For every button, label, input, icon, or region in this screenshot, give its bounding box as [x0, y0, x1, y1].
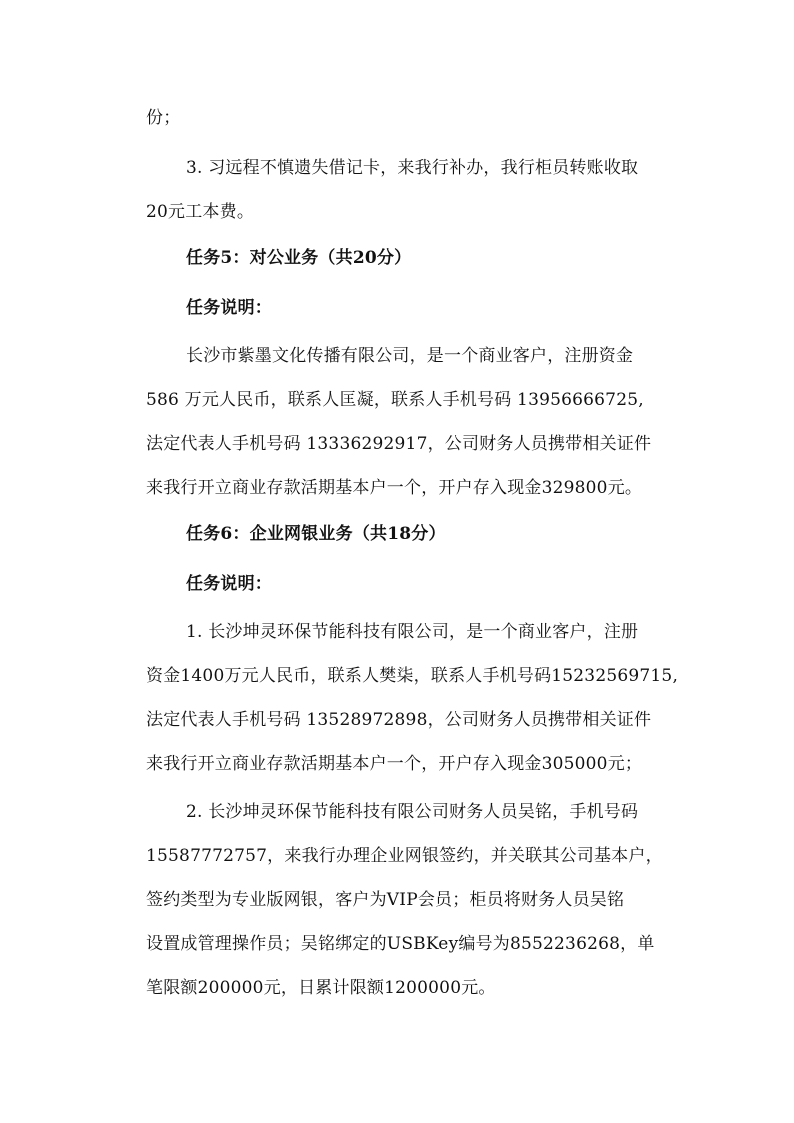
task-5-paragraph-line-3: 法定代表人手机号码 13336292917，公司财务人员携带相关证件	[146, 434, 652, 454]
task-6-heading: 任务6：企业网银业务（共18分）	[186, 524, 446, 544]
task-6-item-1-line-1: 1. 长沙坤灵环保节能科技有限公司，是一个商业客户，注册	[186, 622, 639, 642]
task-6-item-1-line-2: 资金1400万元人民币，联系人樊柒，联系人手机号码15232569715,	[146, 666, 679, 686]
task-6-item-2-line-4: 设置成管理操作员；吴铭绑定的USBKey编号为8552236268，单	[146, 934, 655, 954]
task-6-item-2-line-2: 15587772757，来我行办理企业网银签约，并关联其公司基本户，	[146, 846, 663, 866]
task-6-item-1-line-3: 法定代表人手机号码 13528972898，公司财务人员携带相关证件	[146, 710, 652, 730]
text-line-fragment: 份；	[146, 108, 181, 128]
task-6-description-label: 任务说明：	[186, 574, 272, 594]
task-5-description-label: 任务说明：	[186, 298, 272, 318]
task-5-heading: 任务5：对公业务（共20分）	[186, 248, 412, 268]
task-6-item-1-line-4: 来我行开立商业存款活期基本户一个，开户存入现金305000元；	[146, 754, 643, 774]
text-line-item-3-cont: 20元工本费。	[146, 202, 255, 222]
task-5-paragraph-line-4: 来我行开立商业存款活期基本户一个，开户存入现金329800元。	[146, 478, 643, 498]
task-6-item-2-line-3: 签约类型为专业版网银，客户为VIP会员；柜员将财务人员吴铭	[146, 890, 625, 910]
task-5-paragraph-line-1: 长沙市紫墨文化传播有限公司，是一个商业客户，注册资金	[186, 346, 634, 366]
text-line-item-3: 3. 习远程不慎遗失借记卡，来我行补办，我行柜员转账收取	[186, 158, 639, 178]
task-6-item-2-line-5: 笔限额200000元，日累计限额1200000元。	[146, 978, 496, 998]
task-6-item-2-line-1: 2. 长沙坤灵环保节能科技有限公司财务人员吴铭，手机号码	[186, 802, 639, 822]
task-5-paragraph-line-2: 586 万元人民币，联系人匡凝，联系人手机号码 13956666725,	[146, 390, 644, 410]
